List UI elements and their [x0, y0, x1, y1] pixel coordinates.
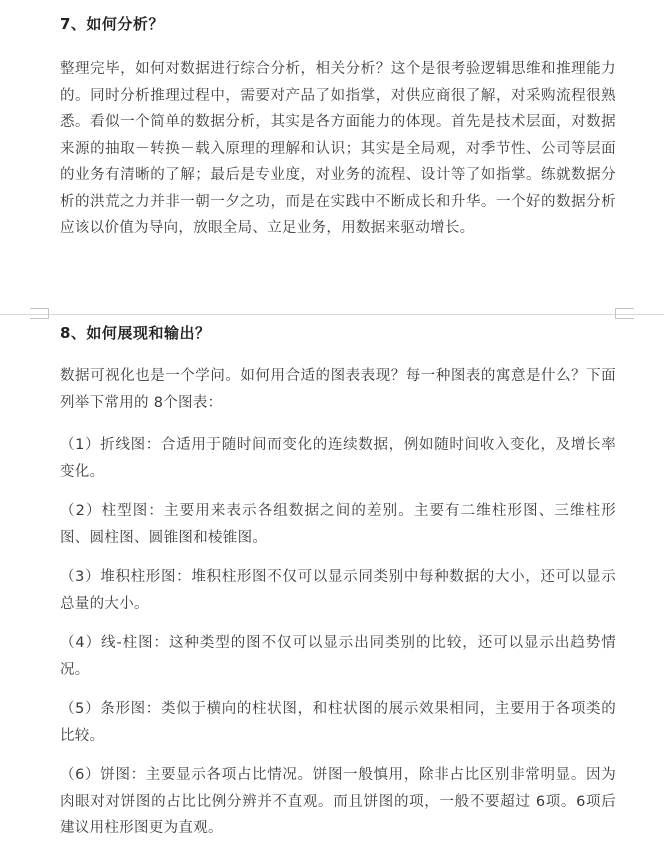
chart-type-item-pie: （6）饼图：主要显示各项占比情况。饼图一般慎用，除非占比区别非常明显。因为肉眼对对饼图的占比比例分辨并不直观。而且饼图的项，一般不要超过 6项。6项后建议用柱形图更为直观。 [60, 767, 616, 836]
section-8 [60, 323, 616, 842]
chart-type-item-bar: （5）条形图：类似于横向的柱状图，和柱状图的展示效果相同，主要用于各项类的比较。 [60, 701, 616, 744]
chart-type-item-line-column: （4）线-柱图：这种类型的图不仅可以显示出同类别的比较，还可以显示出趋势情况。 [60, 635, 616, 678]
chart-type-item-line: （1）折线图：合适用于随时间而变化的连续数据，例如随时间收入变化，及增长率变化。 [60, 437, 616, 480]
section-7 [60, 14, 616, 242]
chart-type-item-column: （2）柱型图：主要用来表示各组数据之间的差别。主要有二维柱形图、三维柱形图、圆柱图、圆锥图和棱锥图。 [60, 503, 616, 546]
section-8-title: 8、如何展现和输出？ [60, 324, 211, 342]
chart-type-item-stacked-column: （3）堆积柱形图：堆积柱形图不仅可以显示同类别中每种数据的大小，还可以显示总量的大小。 [60, 569, 616, 612]
document-page-1 [0, 0, 664, 314]
section-8-intro: 数据可视化也是一个学问。如何用合适的图表表现？每一种图表的寓意是什么？下面列举下常用的 8个图表： [60, 368, 616, 411]
section-7-title: 7、如何分析？ [60, 15, 164, 33]
document-page-2 [0, 315, 664, 840]
section-7-paragraph: 整理完毕，如何对数据进行综合分析，相关分析？这个是很考验逻辑思维和推理能力的。同时分析推理过程中，需要对产品了如指掌，对供应商很了解，对采购流程很熟悉。看似一个简单的数据分析，其实是各方面能力的体现。首先是技术层面，对数据来源的抽取－转换－载入原理的理解和认识；其实是全局观，对季节性、公司等层面的业务有清晰的了解；最后是专业度，对业务的流程、设计等了如指掌。练就数据分析的洪荒之力并非一朝一夕之功，而是在实践中不断成长和升华。一个好的数据分析应该以价值为导向，放眼全局、立足业务，用数据来驱动增长。 [60, 61, 616, 236]
